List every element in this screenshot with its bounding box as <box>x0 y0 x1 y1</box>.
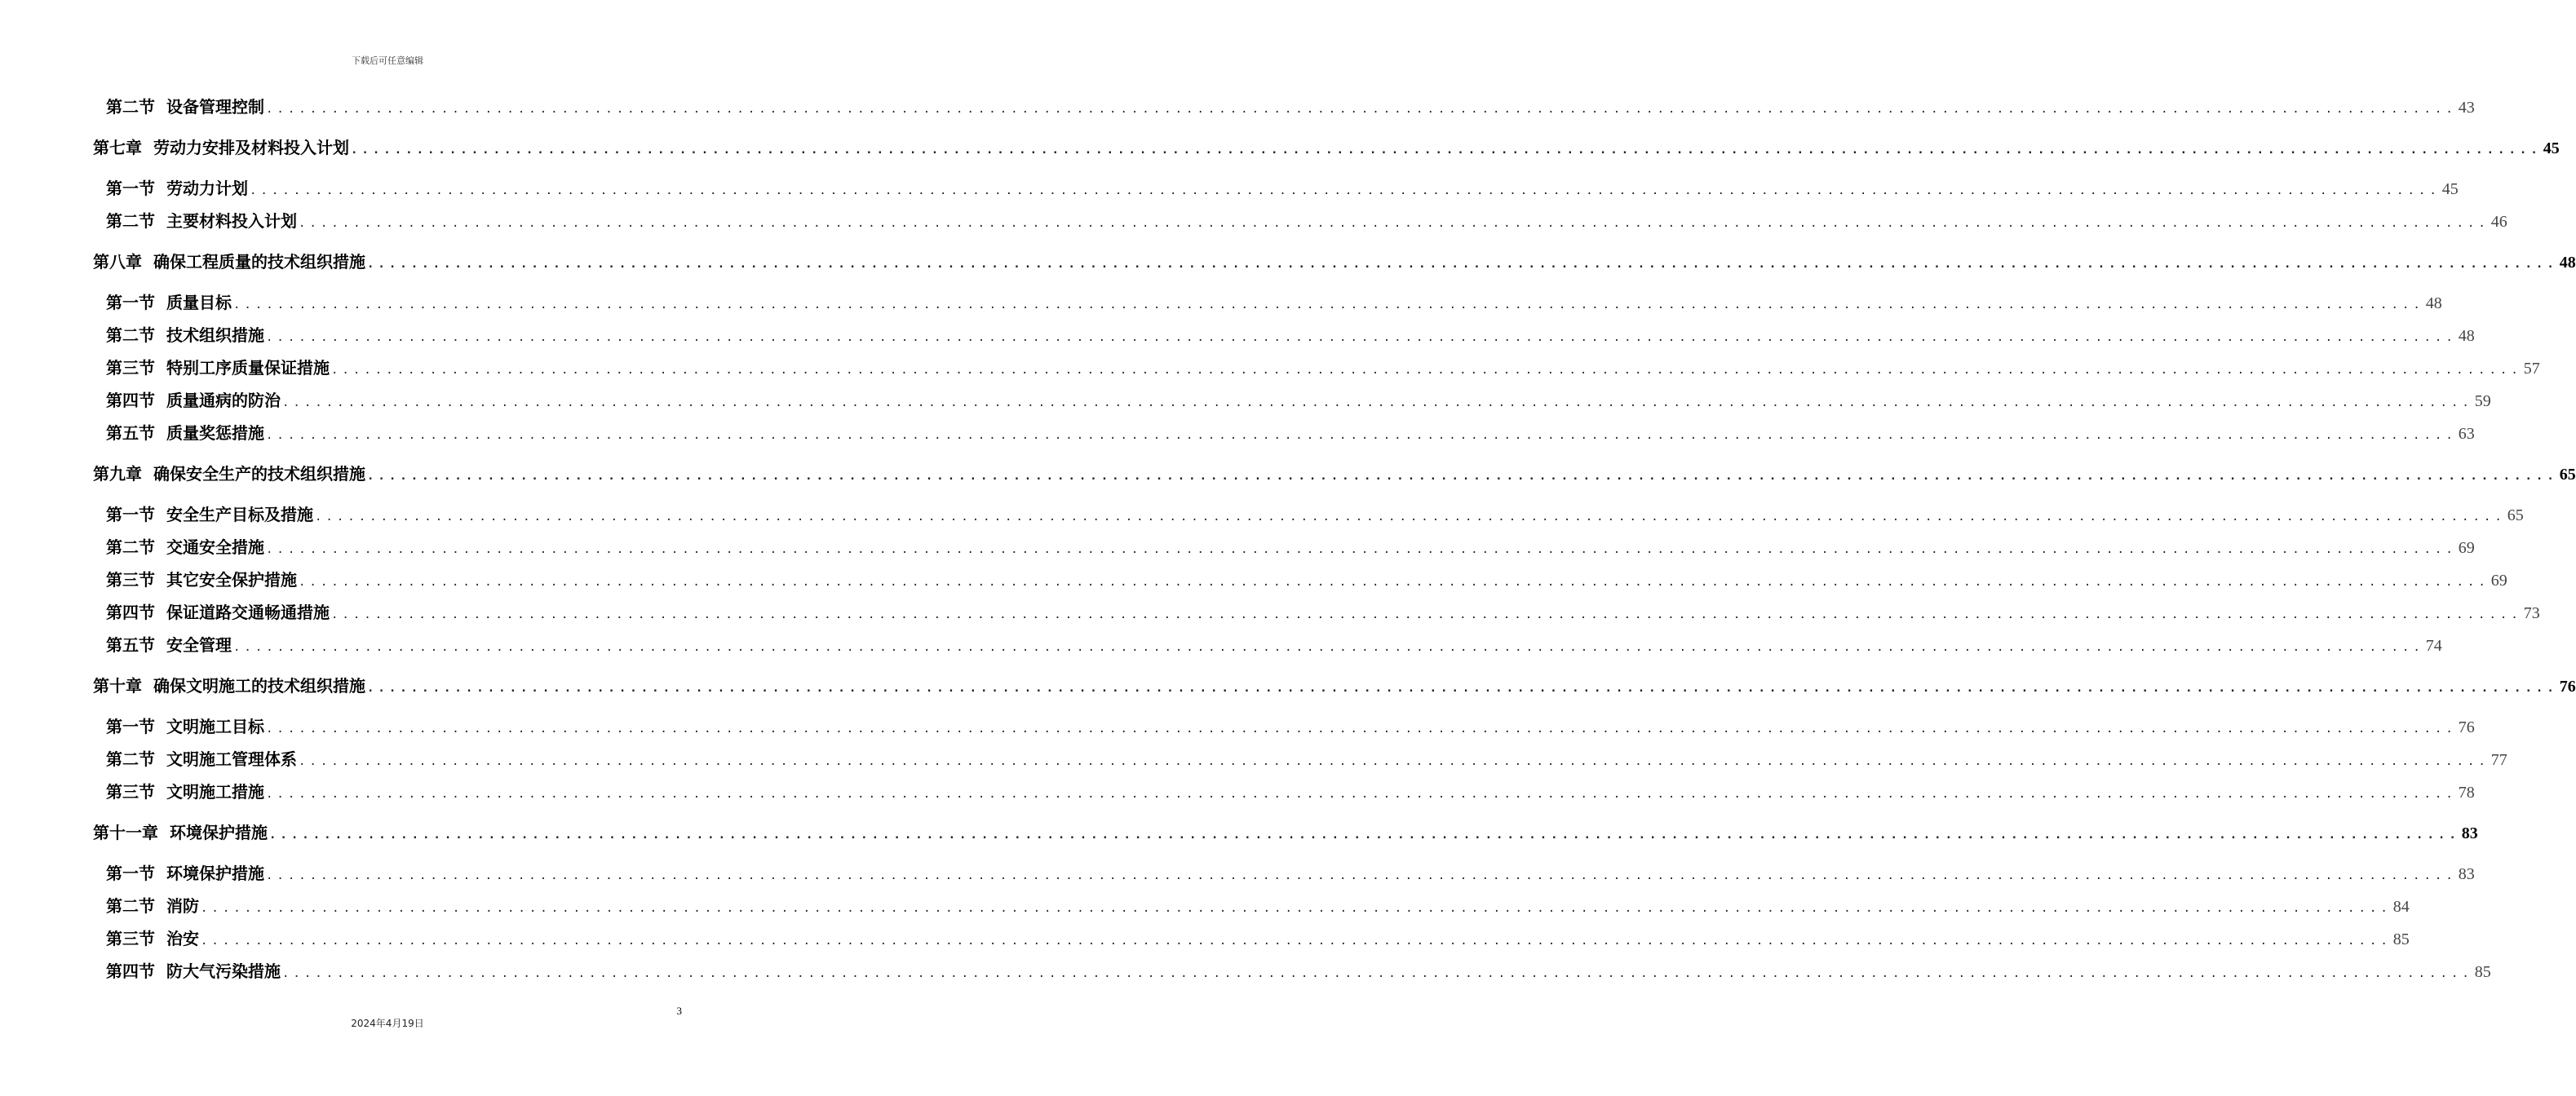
toc-section-entry[interactable] <box>106 209 2507 233</box>
toc-entry-title: 特别工序质量保证措施 <box>166 358 330 378</box>
toc-dot-leader: ........................................................................................................................................................................................................ <box>266 869 2457 882</box>
toc-entry-number: 第三节 <box>106 929 155 948</box>
toc-dot-leader: ........................................................................................................................................................................................................ <box>201 902 2392 915</box>
toc-section-entry[interactable] <box>106 747 2507 771</box>
toc-section-entry[interactable] <box>106 894 2410 918</box>
toc-entry-title: 文明施工管理体系 <box>166 749 297 769</box>
toc-dot-leader: ........................................................................................................................................................................................................ <box>201 935 2392 948</box>
toc-entry-label <box>106 926 199 951</box>
toc-section-entry[interactable] <box>106 356 2540 380</box>
toc-entry-number: 第九章 <box>93 464 142 484</box>
toc-entry-title: 确保文明施工的技术组织措施 <box>153 676 365 696</box>
toc-chapter-entry[interactable] <box>93 462 2576 486</box>
toc-entry-title: 劳动力计划 <box>166 179 248 198</box>
toc-entry-number: 第二节 <box>106 211 155 231</box>
toc-entry-number: 第二节 <box>106 896 155 916</box>
toc-entry-page: 48 <box>2458 327 2475 345</box>
toc-entry-number: 第五节 <box>106 423 155 443</box>
toc-entry-title: 确保工程质量的技术组织措施 <box>153 252 365 272</box>
toc-entry-number: 第三节 <box>106 358 155 378</box>
toc-entry-page: 76 <box>2458 718 2475 736</box>
toc-entry-number: 第二节 <box>106 749 155 769</box>
toc-entry-page: 85 <box>2392 930 2410 948</box>
toc-entry-number: 第四节 <box>106 391 155 410</box>
toc-entry-label <box>106 535 264 559</box>
toc-entry-label <box>93 674 365 698</box>
toc-section-entry[interactable] <box>106 714 2475 739</box>
toc-entry-page: 43 <box>2458 99 2475 117</box>
toc-entry-number: 第三节 <box>106 570 155 590</box>
toc-entry-title: 环境保护措施 <box>170 823 268 842</box>
toc-entry-page: 65 <box>2559 466 2576 484</box>
toc-section-entry[interactable] <box>106 421 2475 445</box>
toc-entry-number: 第七章 <box>93 138 142 157</box>
toc-entry-label <box>106 747 297 771</box>
toc-entry-label <box>93 820 268 845</box>
page-header: 下载后可任意编辑 <box>352 55 423 66</box>
toc-entry-page: 63 <box>2458 425 2475 443</box>
toc-entry-title: 劳动力安排及材料投入计划 <box>153 138 349 157</box>
toc-entry-page: 69 <box>2490 572 2507 590</box>
toc-entry-number: 第二节 <box>106 97 155 117</box>
page-footer-date: 2024年4月19日 <box>351 1018 424 1029</box>
toc-entry-title: 治安 <box>166 929 199 948</box>
toc-entry-title: 保证道路交通畅通措施 <box>166 603 330 622</box>
toc-entry-number: 第四节 <box>106 961 155 981</box>
toc-entry-label <box>106 388 281 413</box>
toc-entry-number: 第一节 <box>106 293 155 312</box>
toc-entry-page: 69 <box>2458 539 2475 557</box>
toc-entry-number: 第十章 <box>93 676 142 696</box>
toc-dot-leader: ........................................................................................................................................................................................................ <box>299 217 2490 230</box>
toc-entry-label <box>106 421 264 445</box>
toc-entry-page: 84 <box>2392 898 2410 916</box>
toc-entry-page: 48 <box>2559 254 2576 272</box>
toc-section-entry[interactable] <box>106 290 2442 315</box>
toc-dot-leader: ........................................................................................................................................................................................................ <box>331 364 2522 377</box>
toc-section-entry[interactable] <box>106 600 2540 625</box>
toc-dot-leader: ........................................................................................................................................................................................................ <box>282 967 2473 980</box>
toc-entry-page: 57 <box>2523 360 2540 378</box>
page-number: 3 <box>676 1005 682 1017</box>
toc-entry-title: 安全管理 <box>166 635 232 655</box>
toc-entry-label <box>93 250 365 274</box>
toc-entry-title: 消防 <box>166 896 199 916</box>
toc-entry-page: 73 <box>2523 604 2540 622</box>
toc-entry-title: 文明施工措施 <box>166 782 264 802</box>
toc-dot-leader: ........................................................................................................................................................................................................ <box>266 331 2457 344</box>
toc-dot-leader: ........................................................................................................................................................................................................ <box>266 103 2457 116</box>
toc-chapter-entry[interactable] <box>93 820 2478 845</box>
toc-entry-label <box>106 502 313 527</box>
toc-entry-label <box>106 894 199 918</box>
toc-section-entry[interactable] <box>106 95 2475 119</box>
toc-entry-label <box>106 959 281 983</box>
toc-section-entry[interactable] <box>106 861 2475 886</box>
toc-section-entry[interactable] <box>106 780 2475 804</box>
toc-entry-label <box>106 356 330 380</box>
toc-dot-leader: ........................................................................................................................................................................................................ <box>351 144 2542 157</box>
toc-entry-label <box>106 568 297 592</box>
toc-section-entry[interactable] <box>106 926 2410 951</box>
toc-entry-page: 48 <box>2425 294 2442 312</box>
toc-entry-number: 第一节 <box>106 505 155 524</box>
toc-entry-number: 第八章 <box>93 252 142 272</box>
toc-entry-page: 76 <box>2559 678 2576 696</box>
toc-entry-title: 确保安全生产的技术组织措施 <box>153 464 365 484</box>
toc-entry-number: 第一节 <box>106 717 155 736</box>
toc-dot-leader: ........................................................................................................................................................................................................ <box>367 682 2558 695</box>
toc-entry-label <box>106 176 248 201</box>
toc-section-entry[interactable] <box>106 959 2491 983</box>
toc-section-entry[interactable] <box>106 633 2442 657</box>
toc-dot-leader: ........................................................................................................................................................................................................ <box>266 543 2457 556</box>
toc-dot-leader: ........................................................................................................................................................................................................ <box>331 608 2522 621</box>
toc-entry-number: 第一节 <box>106 864 155 883</box>
toc-entry-title: 质量通病的防治 <box>166 391 281 410</box>
toc-entry-label <box>106 780 264 804</box>
toc-dot-leader: ........................................................................................................................................................................................................ <box>367 470 2558 483</box>
toc-entry-title: 质量奖惩措施 <box>166 423 264 443</box>
toc-entry-label <box>106 861 264 886</box>
toc-entry-number: 第十一章 <box>93 823 158 842</box>
toc-entry-title: 技术组织措施 <box>166 325 264 345</box>
toc-entry-page: 83 <box>2461 824 2478 842</box>
toc-entry-page: 77 <box>2490 751 2507 769</box>
toc-entry-label <box>106 323 264 347</box>
toc-entry-title: 防大气污染措施 <box>166 961 281 981</box>
toc-entry-title: 交通安全措施 <box>166 537 264 557</box>
toc-entry-page: 46 <box>2490 213 2507 231</box>
toc-section-entry[interactable] <box>106 388 2491 413</box>
toc-dot-leader: ........................................................................................................................................................................................................ <box>266 429 2457 442</box>
toc-entry-label <box>106 633 232 657</box>
toc-entry-page: 45 <box>2543 139 2560 157</box>
toc-section-entry[interactable] <box>106 502 2524 527</box>
toc-entry-page: 83 <box>2458 865 2475 883</box>
toc-entry-number: 第二节 <box>106 537 155 557</box>
toc-entry-page: 59 <box>2474 392 2491 410</box>
toc-entry-page: 85 <box>2474 963 2491 981</box>
toc-section-entry[interactable] <box>106 176 2459 201</box>
toc-dot-leader: ........................................................................................................................................................................................................ <box>266 788 2457 801</box>
toc-section-entry[interactable] <box>106 568 2507 592</box>
toc-entry-number: 第二节 <box>106 325 155 345</box>
toc-entry-number: 第三节 <box>106 782 155 802</box>
toc-entry-label <box>93 462 365 486</box>
toc-entry-label <box>106 290 232 315</box>
toc-entry-label <box>106 95 264 119</box>
toc-entry-label <box>106 600 330 625</box>
toc-entry-page: 45 <box>2441 180 2459 198</box>
toc-entry-title: 安全生产目标及措施 <box>166 505 313 524</box>
toc-dot-leader: ........................................................................................................................................................................................................ <box>367 258 2558 271</box>
toc-entry-page: 65 <box>2507 506 2524 524</box>
toc-dot-leader: ........................................................................................................................................................................................................ <box>315 510 2506 524</box>
toc-dot-leader: ........................................................................................................................................................................................................ <box>269 829 2460 842</box>
toc-dot-leader: ........................................................................................................................................................................................................ <box>250 184 2441 197</box>
toc-dot-leader: ........................................................................................................................................................................................................ <box>282 396 2473 409</box>
toc-entry-title: 环境保护措施 <box>166 864 264 883</box>
toc-entry-page: 74 <box>2425 637 2442 655</box>
toc-chapter-entry[interactable] <box>93 135 2560 160</box>
toc-dot-leader: ........................................................................................................................................................................................................ <box>299 576 2490 589</box>
toc-dot-leader: ........................................................................................................................................................................................................ <box>233 641 2424 654</box>
toc-entry-title: 主要材料投入计划 <box>166 211 297 231</box>
toc-chapter-entry[interactable] <box>93 250 2576 274</box>
toc-dot-leader: ........................................................................................................................................................................................................ <box>233 298 2424 312</box>
toc-chapter-entry[interactable] <box>93 674 2576 698</box>
toc-entry-title: 质量目标 <box>166 293 232 312</box>
toc-section-entry[interactable] <box>106 323 2475 347</box>
toc-dot-leader: ........................................................................................................................................................................................................ <box>266 723 2457 736</box>
toc-entry-number: 第五节 <box>106 635 155 655</box>
toc-entry-title: 文明施工目标 <box>166 717 264 736</box>
toc-entry-label <box>106 209 297 233</box>
toc-entry-title: 其它安全保护措施 <box>166 570 297 590</box>
toc-entry-number: 第四节 <box>106 603 155 622</box>
toc-dot-leader: ........................................................................................................................................................................................................ <box>299 755 2490 768</box>
toc-entry-label <box>106 714 264 739</box>
toc-entry-page: 78 <box>2458 784 2475 802</box>
toc-entry-label <box>93 135 349 160</box>
toc-entry-number: 第一节 <box>106 179 155 198</box>
toc-section-entry[interactable] <box>106 535 2475 559</box>
toc-entry-title: 设备管理控制 <box>166 97 264 117</box>
